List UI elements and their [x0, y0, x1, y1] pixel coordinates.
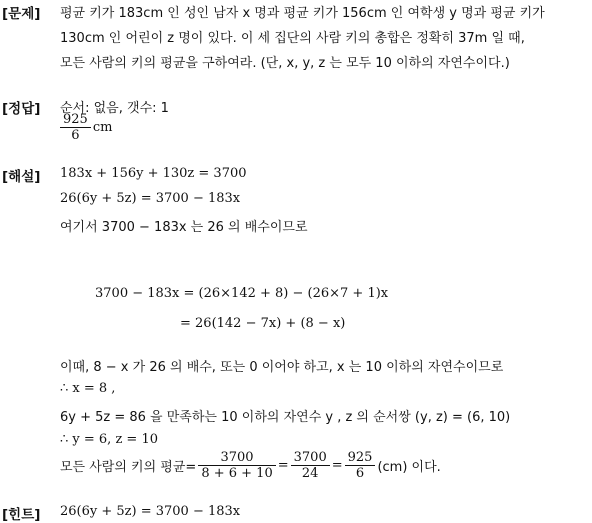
final-frac-2-den: 24 [301, 466, 319, 481]
solution-eq-2: 26(6y + 5z) = 3700 − 183x [60, 191, 241, 206]
hint-eq: 26(6y + 5z) = 3700 − 183x [60, 504, 241, 519]
answer-unit: cm [92, 120, 113, 135]
equals-sign: = [331, 458, 343, 473]
answer-frac-den: 6 [71, 128, 80, 143]
problem-tag: [문제] [2, 6, 41, 22]
final-frac-3-den: 6 [355, 466, 365, 481]
answer-line-1: 순서: 없음, 갯수: 1 [60, 101, 169, 116]
final-frac-3 [345, 450, 376, 481]
equals-sign: = [277, 458, 289, 473]
final-frac-2 [291, 450, 330, 481]
final-frac-3-num: 925 [345, 450, 376, 466]
solution-text-2: 이때, 8 − x 가 26 의 배수, 또는 0 이어야 하고, x 는 10 이하의 자연수이므로 [60, 360, 504, 375]
solution-eq-4: = 26(142 − 7x) + (8 − x) [180, 316, 346, 331]
solution-text-5: ∴ y = 6, z = 10 [60, 432, 158, 447]
answer-fraction [58, 112, 112, 143]
problem-line-2: 130cm 인 어린이 z 명이 있다. 이 세 집단의 사람 키의 총합은 정확히 37m 일 때, [60, 31, 525, 46]
final-suffix: (cm) 이다. [377, 460, 441, 475]
answer-tag: [정답] [2, 101, 41, 117]
solution-text-4: 6y + 5z = 86 을 만족하는 10 이하의 자연수 y , z 의 순서쌍 (y, z) = (6, 10) [60, 410, 511, 425]
solution-final [60, 450, 441, 481]
problem-line-1: 평균 키가 183cm 인 성인 남자 x 명과 평균 키가 156cm 인 여학생 y 명과 평균 키가 [60, 6, 545, 21]
problem-line-3: 모든 사람의 키의 평균을 구하여라. (단, x, y, z 는 모두 10 이하의 자연수이다.) [60, 56, 510, 71]
final-frac-1-num: 3700 [198, 450, 275, 466]
final-frac-2-num: 3700 [291, 450, 330, 466]
answer-frac [60, 112, 91, 143]
solution-text-3: ∴ x = 8 , [60, 381, 116, 396]
solution-tag: [해설] [2, 169, 41, 185]
solution-text-1: 여기서 3700 − 183x 는 26 의 배수이므로 [60, 220, 308, 235]
final-frac-1 [198, 450, 275, 481]
hint-tag: [힌트] [2, 507, 41, 523]
answer-frac-num: 925 [60, 112, 91, 128]
solution-eq-1: 183x + 156y + 130z = 3700 [60, 166, 247, 181]
solution-eq-3: 3700 − 183x = (26×142 + 8) − (26×7 + 1)x [95, 286, 389, 301]
final-frac-1-den: 8 + 6 + 10 [201, 466, 273, 481]
final-prefix: 모든 사람의 키의 평균= [60, 460, 197, 475]
